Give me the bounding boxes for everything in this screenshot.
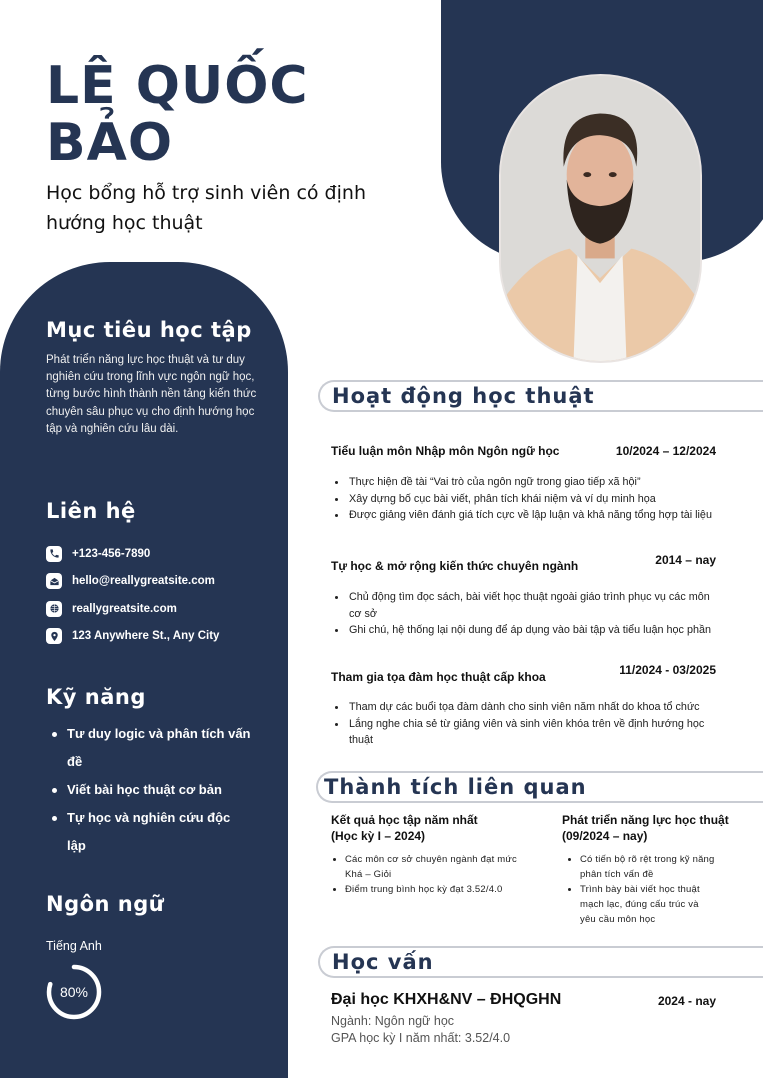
- achievements-heading: Thành tích liên quan: [324, 775, 587, 799]
- achievement-subtitle: (09/2024 – nay): [562, 829, 648, 843]
- contact-list: [46, 540, 219, 650]
- contact-phone: +123-456-7890: [72, 547, 151, 560]
- phone-icon: [46, 546, 62, 562]
- bullet-item: Điểm trung bình học kỳ đạt 3.52/4.0: [331, 882, 531, 897]
- achievement-column: [331, 812, 531, 897]
- achievement-bullets: [331, 852, 531, 897]
- language-percent: 80%: [59, 984, 89, 1000]
- bullet-item: Ghi chú, hệ thống lại nội dung để áp dụng vào bài tập và tiểu luận học phần: [333, 622, 723, 639]
- academic-entry-title: Tham gia tọa đàm học thuật cấp khoa: [331, 670, 546, 684]
- bullet-item: Có tiến bộ rõ rệt trong kỹ năng phân tích vấn đề: [566, 852, 716, 882]
- objective-text: Phát triển năng lực học thuật và tư duy nghiên cứu trong lĩnh vực ngôn ngữ học, từng bước hình thành nền tảng kiến thức chuyên sâu phục vụ cho định hướng học tập và nghiên cứu lâu dài.: [46, 354, 257, 435]
- globe-icon: [46, 601, 62, 617]
- achievement-title: Kết quả học tập năm nhất: [331, 813, 478, 827]
- education-school: Đại học KHXH&NV – ĐHQGHN: [331, 991, 562, 1008]
- contact-item-phone[interactable]: [46, 540, 219, 568]
- candidate-name-line1: LÊ QUỐC: [46, 56, 309, 116]
- education-section-header: [318, 946, 763, 978]
- skill-item: Tư duy logic và phân tích vấn đề: [52, 720, 252, 776]
- bullet-item: Lắng nghe chia sẻ từ giảng viên và sinh viên khóa trên về định hướng học thuật: [333, 716, 723, 749]
- education-heading: Học vấn: [332, 950, 434, 974]
- bullet-item: Trình bày bài viết học thuật mạch lạc, đúng cấu trúc và yêu cầu môn học: [566, 882, 716, 927]
- skills-list: [52, 720, 252, 860]
- map-pin-icon: [46, 628, 62, 644]
- education-date: 2024 - nay: [657, 994, 716, 1008]
- languages-heading: Ngôn ngữ: [46, 892, 165, 916]
- achievement-bullets: [566, 852, 716, 927]
- academic-section-header: [318, 380, 763, 412]
- achievement-column: [562, 812, 732, 927]
- academic-entry-title: Tiểu luận môn Nhập môn Ngôn ngữ học: [331, 444, 560, 458]
- portrait-illustration: [501, 76, 700, 361]
- contact-address: 123 Anywhere St., Any City: [72, 630, 220, 643]
- academic-entry-title: Tự học & mở rộng kiến thức chuyên ngành: [331, 559, 579, 573]
- contact-item-address[interactable]: [46, 623, 219, 651]
- bullet-item: Xây dựng bố cục bài viết, phân tích khái niệm và ví dụ minh họa: [333, 491, 723, 508]
- candidate-name-line2: BẢO: [46, 113, 174, 173]
- academic-heading: Hoạt động học thuật: [332, 384, 595, 408]
- mail-icon: [46, 573, 62, 589]
- contact-heading: Liên hệ: [46, 499, 136, 523]
- contact-item-website[interactable]: [46, 595, 219, 623]
- education-gpa: GPA học kỳ I năm nhất: 3.52/4.0: [331, 1031, 511, 1045]
- candidate-subtitle: Học bổng hỗ trợ sinh viên có định hướng học thuật: [46, 182, 366, 234]
- education-major: Ngành: Ngôn ngữ học: [331, 1014, 455, 1028]
- bullet-item: Tham dự các buổi tọa đàm dành cho sinh viên năm nhất do khoa tổ chức: [333, 699, 723, 716]
- achievements-section-header: [316, 771, 763, 803]
- bullet-item: Thực hiện đề tài “Vai trò của ngôn ngữ trong giao tiếp xã hội”: [333, 474, 723, 491]
- contact-email: hello@reallygreatsite.com: [72, 575, 215, 588]
- contact-item-email[interactable]: [46, 568, 219, 596]
- bullet-item: Được giảng viên đánh giá tích cực về lập luận và khả năng tổng hợp tài liệu: [333, 507, 723, 524]
- academic-entry-date: 2014 – nay: [655, 553, 716, 567]
- bullet-item: Các môn cơ sở chuyên ngành đạt mức Khá – Giỏi: [331, 852, 531, 882]
- academic-entry-bullets: [333, 699, 723, 749]
- language-name: Tiếng Anh: [46, 939, 102, 953]
- left-sidebar: [0, 262, 288, 1078]
- academic-entry-bullets: [333, 589, 723, 639]
- achievement-title: Phát triển năng lực học thuật: [562, 813, 729, 827]
- language-progress-ring: [45, 963, 103, 1021]
- bullet-item: Chủ động tìm đọc sách, bài viết học thuật ngoài giáo trình phục vụ các môn cơ sở: [333, 589, 723, 622]
- skill-item: Tự học và nghiên cứu độc lập: [52, 804, 252, 860]
- academic-entry-date: 10/2024 – 12/2024: [615, 444, 716, 458]
- skill-item: Viết bài học thuật cơ bản: [52, 776, 252, 804]
- candidate-name: [46, 58, 426, 172]
- profile-photo: [499, 74, 702, 363]
- contact-website: reallygreatsite.com: [72, 602, 177, 615]
- skills-heading: Kỹ năng: [46, 685, 146, 709]
- academic-entry-bullets: [333, 474, 723, 524]
- academic-entry-date: 11/2024 - 03/2025: [619, 663, 716, 677]
- achievement-subtitle: (Học kỳ I – 2024): [331, 829, 426, 843]
- objective-heading: Mục tiêu học tập: [46, 318, 252, 342]
